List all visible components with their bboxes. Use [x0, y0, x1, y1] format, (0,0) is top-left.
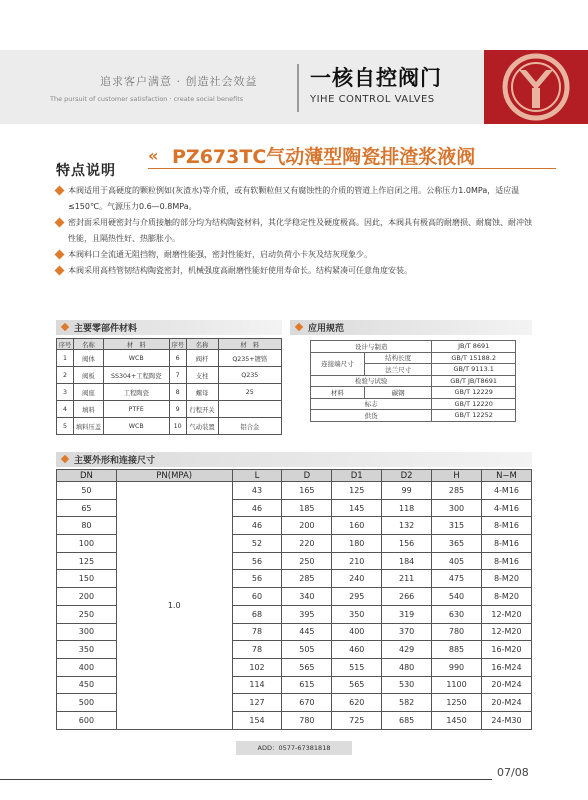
- diamond-bullet-icon: [61, 323, 69, 331]
- table-row: 400 102 565 515 480 990 16-M24: [57, 658, 532, 676]
- features-heading: 特点说明: [56, 163, 116, 179]
- table-row: 450 114 615 565 530 1100 20-M24: [57, 676, 532, 694]
- table-row: 1 阀体 WCB 6 阀杆 Q235+镀铬: [57, 350, 282, 367]
- table-row: 100 52 220 180 156 365 8-M16: [57, 535, 532, 553]
- table-row: 150 56 285 240 211 475 8-M20: [57, 570, 532, 588]
- dims-heading: 主要外形和连接尺寸: [74, 456, 156, 466]
- brand-logo: [484, 50, 588, 124]
- table-row: 供货 GB/T 12252: [311, 410, 516, 422]
- table-row: 材料 碳钢 GB/T 12229: [311, 387, 516, 399]
- brand-name-cn: 一核自控阀门: [310, 66, 442, 90]
- parts-table: [56, 338, 282, 435]
- feature-item: 本阀适用于高硬度的颗粒例如(灰渣水)等介质，或有软颗粒但又有腐蚀性的介质的管道上作启闭之用。公称压力1.0MPa，适应温≤150℃。气源压力0.6—0.8MPa。: [56, 183, 532, 215]
- table-row: 250 68 395 350 319 630 12-M20: [57, 605, 532, 623]
- table-row: 4 填料 PTFE 9 行程开关: [57, 401, 282, 418]
- slogan-cn: 追求客户满意 · 创造社会效益: [100, 75, 258, 88]
- title-chevrons-icon: «: [148, 146, 159, 165]
- diamond-bullet-icon: [55, 266, 65, 276]
- table-row: 80 46 200 160 132 315 8-M16: [57, 517, 532, 535]
- brand-name-en: YIHE CONTROL VALVES: [310, 94, 435, 105]
- footer-rule: [0, 779, 492, 780]
- table-header-row: DN PN(MPA) L D D1 D2 H N−M: [57, 470, 532, 482]
- table-row: 65 46 185 145 118 300 4-M16: [57, 499, 532, 517]
- parts-heading: 主要零部件材料: [74, 324, 138, 334]
- standards-heading: 应用规范: [308, 324, 345, 334]
- pn-value: 1.0: [116, 482, 232, 730]
- product-title: PZ673TC气动薄型陶瓷排渣浆液阀: [172, 146, 476, 168]
- table-row: 连接端尺寸 结构长度 GB/T 15188.2: [311, 352, 516, 364]
- table-row: 50 1.0 43 165 125 99 285 4-M16: [57, 482, 532, 500]
- diamond-bullet-icon: [295, 323, 303, 331]
- table-row: 标志 GB/T 12220: [311, 398, 516, 410]
- table-row: 350 78 505 460 429 885 16-M20: [57, 641, 532, 659]
- logo-icon: [501, 52, 571, 122]
- feature-item: 本阀料口全流通无阻挡物，耐磨性能强，密封性能好，启动负荷小卡灰及结灰现象少。: [56, 247, 532, 263]
- dims-section-bar: [56, 452, 532, 467]
- standards-table: [310, 340, 516, 422]
- table-row: 设计与制造 JB/T 8691: [311, 341, 516, 353]
- table-row: 600 154 780 725 685 1450 24-M30: [57, 711, 532, 729]
- features-list: [56, 183, 532, 279]
- table-row: 检验与试验 GB/T JB/T8691: [311, 375, 516, 387]
- title-underline: [148, 168, 556, 169]
- parts-section-bar: [56, 320, 282, 335]
- table-row: 法兰尺寸 GB/T 9113.1: [311, 364, 516, 376]
- table-header-row: 序号 名称 材 料 序号 名称 材 料: [57, 339, 282, 350]
- table-row: 500 127 670 620 582 1250 20-M24: [57, 694, 532, 712]
- standards-section-bar: [290, 320, 532, 335]
- table-row: 200 60 340 295 266 540 8-M20: [57, 588, 532, 606]
- slogan-en: The pursuit of customer satisfaction · create social benefits: [50, 95, 244, 103]
- dimensions-table: [56, 469, 532, 730]
- feature-item: 密封面采用硬密封与介质接触的部分均为结构陶瓷材料，其化学稳定性及硬度极高。因此，本阀具有极高的耐磨损、耐腐蚀、耐冲蚀性能，且隔热性好、热膨胀小。: [56, 215, 532, 247]
- table-row: 3 阀座 工程陶瓷 8 螺母 25: [57, 384, 282, 401]
- table-row: 300 78 445 400 370 780 12-M20: [57, 623, 532, 641]
- address-label: ADD：0577-67381818: [236, 741, 352, 755]
- feature-item: 本阀采用高档管韧结构陶瓷密封，机械强度高耐磨性能好使用寿命长。结构紧凑可任意角度安装。: [56, 263, 532, 279]
- table-row: 125 56 250 210 184 405 8-M16: [57, 552, 532, 570]
- diamond-bullet-icon: [55, 218, 65, 228]
- header-divider: [297, 64, 299, 112]
- diamond-bullet-icon: [55, 250, 65, 260]
- diamond-bullet-icon: [61, 455, 69, 463]
- diamond-bullet-icon: [55, 186, 65, 196]
- page-number: 07/08: [497, 766, 529, 779]
- table-row: 2 阀板 SS304+工程陶瓷 7 支柱 Q235: [57, 367, 282, 384]
- table-row: 5 填料压盖 WCB 10 气动装置 铝合金: [57, 418, 282, 435]
